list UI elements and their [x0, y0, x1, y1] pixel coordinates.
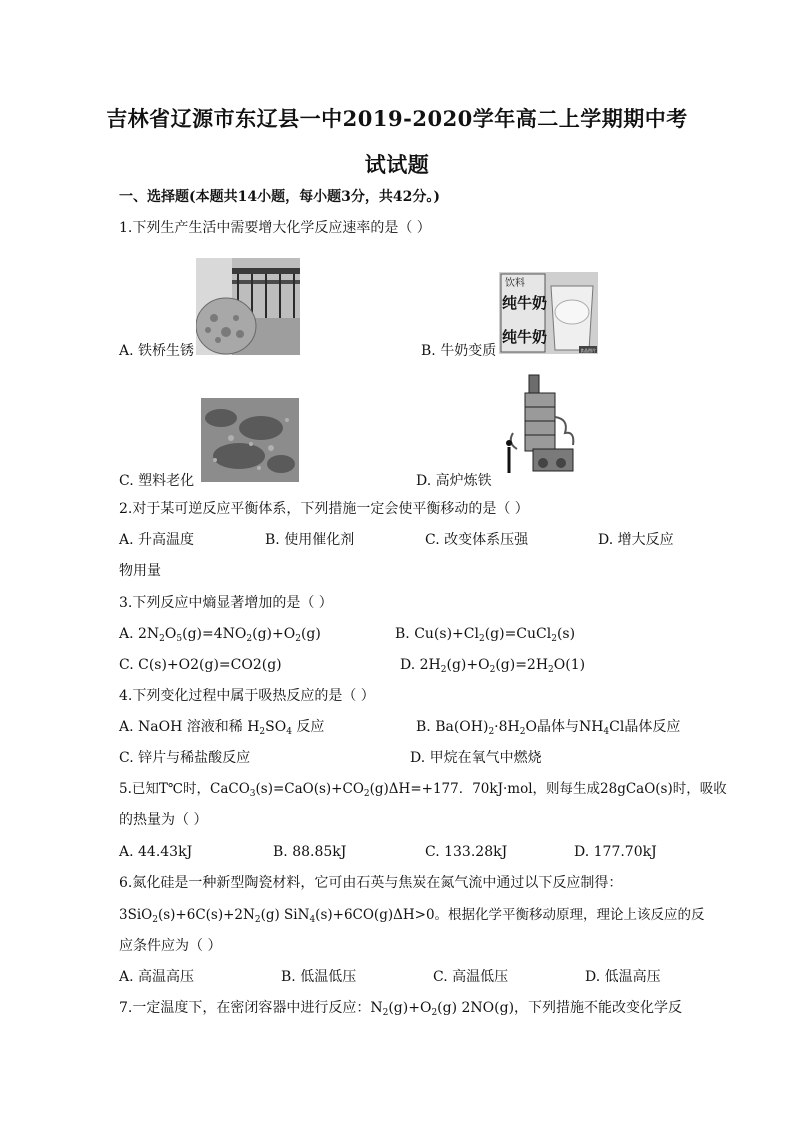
q6-stem-line1: 6.氮化硅是一种新型陶瓷材料，它可由石英与焦炭在氮气流中通过以下反应制得： [119, 875, 623, 891]
q6-option-d: D. 低温高压 [585, 969, 661, 985]
q1-option-d: D. 高炉炼铁 [416, 473, 492, 489]
q1-option-b: B. 牛奶变质 [421, 343, 497, 359]
q5-option-b: B. 88.85kJ [273, 844, 347, 860]
blast-furnace-image [503, 373, 578, 479]
q1-option-c: C. 塑料老化 [119, 473, 195, 489]
q5-option-c: C. 133.28kJ [425, 844, 508, 860]
q1-stem: 1.下列生产生活中需要增大化学反应速率的是（ ） [119, 220, 431, 236]
milk-carton-text-2: 纯牛奶 [502, 328, 548, 346]
q2-option-a: A. 升高温度 [119, 532, 195, 548]
page-title-line2: 试试题 [364, 152, 430, 177]
q4-option-c: C. 锌片与稀盐酸反应 [119, 750, 251, 766]
q2-option-d-continued: 物用量 [119, 563, 161, 579]
milk-image-tag: 食品图片 [580, 348, 596, 353]
q3-option-b: B. $Cu(s)+Cl_2(g)=CuCl_2(s)$ [395, 626, 576, 644]
q1-option-a: A. 铁桥生锈 [119, 343, 195, 359]
q6-option-a: A. 高温高压 [119, 969, 195, 985]
q3-option-d: D. $2H_2(g)+O_2(g)=2H_2O(1)$ [400, 657, 586, 675]
q6-stem-line2: $3SiO_2(s)+6C(s)+2N_2(g)$ SiN$_4$(s)+6CO(g)ΔH>0。根据化学平衡移动原理，理论上该反应的反 [119, 907, 705, 925]
q3-stem: 3.下列反应中熵显著增加的是（ ） [119, 595, 333, 611]
q6-option-b: B. 低温低压 [281, 969, 357, 985]
q2-option-b: B. 使用催化剂 [265, 532, 355, 548]
q5-option-d: D. 177.70kJ [574, 844, 657, 860]
page-title-line1: 吉林省辽源市东辽县一中2019-2020学年高二上学期期中考 [106, 106, 688, 131]
q2-option-c: C. 改变体系压强 [425, 532, 529, 548]
q5-stem-line1: 5.已知T℃时，$CaCO_3(s)=CaO(s)+CO_2(g)\Delta H=+177$．70kJ·mol，则每生成28gCaO(s)时，吸收 [119, 781, 727, 799]
iron-bridge-rust-image [196, 258, 300, 355]
section-heading: 一、选择题(本题共14小题，每小题3分，共42分。) [119, 189, 440, 205]
q3-option-a: A. $2N_2O_5(g)=4NO_2(g)+O_2(g)$ [119, 626, 321, 644]
q3-option-c: C. C(s)+O2(g)=CO2(g) [119, 657, 282, 673]
q7-stem-line1: 7.一定温度下，在密闭容器中进行反应：$N_2(g)+O_2(g)$ 2NO(g)，下列措施不能改变化学反 [119, 1000, 683, 1018]
q5-stem-line2: 的热量为（ ） [119, 812, 208, 828]
q4-option-a: A. NaOH 溶液和稀 $H_2SO_4$ 反应 [119, 719, 325, 737]
q5-option-a: A. 44.43kJ [119, 844, 193, 860]
q6-option-c: C. 高温低压 [433, 969, 509, 985]
q2-stem: 2.对于某可逆反应平衡体系，下列措施一定会使平衡移动的是（ ） [119, 501, 529, 517]
q6-stem-line3: 应条件应为（ ） [119, 938, 222, 954]
aged-plastic-image [201, 398, 299, 482]
spoiled-milk-image [499, 272, 598, 354]
q4-option-b: B. $Ba(OH)_2\cdot 8H_2O$晶体与$NH_4Cl$晶体反应 [416, 719, 681, 737]
milk-carton-text-1: 纯牛奶 [502, 294, 548, 312]
milk-carton-top-text: 饮料 [505, 278, 525, 289]
q4-option-d: D. 甲烷在氧气中燃烧 [410, 750, 542, 766]
q2-option-d: D. 增大反应 [598, 532, 674, 548]
q4-stem: 4.下列变化过程中属于吸热反应的是（ ） [119, 688, 375, 704]
